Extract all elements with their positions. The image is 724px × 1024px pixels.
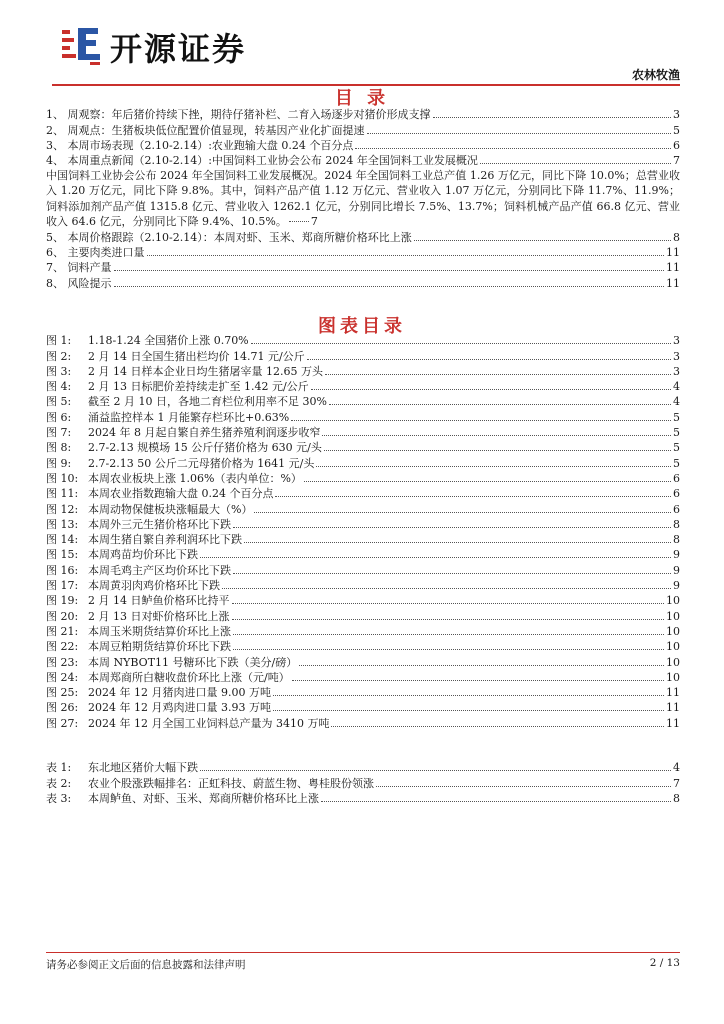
toc-entry[interactable]: 2、 周观点：生猪板块低位配置价值显现，转基因产业化扩面提速 5 [46, 123, 680, 137]
toc-entry[interactable]: 6、 主要肉类进口量 11 [46, 245, 680, 259]
table-entry[interactable]: 表 3: 本周鲈鱼、对虾、玉米、郑商所糖价格环比上涨 8 [46, 791, 680, 805]
toc-entry[interactable]: 8、 风险提示 11 [46, 276, 680, 290]
page-header [52, 18, 680, 80]
figure-entry[interactable]: 图 15: 本周鸡苗均价环比下跌 9 [46, 548, 680, 562]
figure-entry[interactable]: 图 27: 2024 年 12 月全国工业饲料总产量为 3410 万吨 11 [46, 716, 680, 730]
figure-entry[interactable]: 图 22: 本周豆粕期货结算价环比下跌 10 [46, 640, 680, 654]
toc-list [46, 107, 680, 291]
figure-entry[interactable]: 图 2: 2 月 14 日全国生猪出栏均价 14.71 元/公斤 3 [46, 349, 680, 363]
table-list [46, 760, 680, 806]
figure-entry[interactable]: 图 23: 本周 NYBOT11 号糖环比下跌（美分/磅） 10 [46, 655, 680, 669]
toc-entry[interactable]: 7、 饲料产量 11 [46, 261, 680, 275]
figure-entry[interactable]: 图 1: 1.18-1.24 全国猪价上涨 0.70% 3 [46, 334, 680, 348]
figure-entry[interactable]: 图 25: 2024 年 12 月猪肉进口量 9.00 万吨 11 [46, 686, 680, 700]
figure-entry[interactable]: 图 21: 本周玉米期货结算价环比上涨 10 [46, 624, 680, 638]
figure-entry[interactable]: 图 10: 本周农业板块上涨 1.06%（表内单位：%） 6 [46, 471, 680, 485]
figure-entry[interactable]: 图 4: 2 月 13 日标肥价差持续走扩至 1.42 元/公斤 4 [46, 380, 680, 394]
toc-entry[interactable]: 3、 本周市场表现（2.10-2.14）:农业跑输大盘 0.24 个百分点 6 [46, 138, 680, 152]
figure-entry[interactable]: 图 7: 2024 年 8 月起自繁自养生猪养殖利润逐步收窄 5 [46, 426, 680, 440]
figure-entry[interactable]: 图 20: 2 月 13 日对虾价格环比上涨 10 [46, 609, 680, 623]
toc-entry[interactable]: 4、 本周重点新闻（2.10-2.14）:中国饲料工业协会公布 2024 年全国饲料工业发展概况 7 [46, 154, 680, 168]
section-tag: 农林牧渔 [631, 68, 680, 82]
figure-entry[interactable]: 图 14: 本周生猪自繁自养利润环比下跌 8 [46, 533, 680, 547]
figure-entry[interactable]: 图 17: 本周黄羽肉鸡价格环比下跌 9 [46, 579, 680, 593]
figure-entry[interactable]: 图 13: 本周外三元生猪价格环比下跌 8 [46, 517, 680, 531]
figure-entry[interactable]: 图 26: 2024 年 12 月鸡肉进口量 3.93 万吨 11 [46, 701, 680, 715]
toc-news-entry[interactable]: 中国饲料工业协会公布 2024 年全国饲料工业发展概况。2024 年全国饲料工业总产值 1.26 万亿元，同比下降 10.0%；总营业收入 1.20 万亿元，同比下降 9.8%。其中，饲料产品产值 1.12 万亿元、营业收入 1.07 万亿元，分别同比下降 11.7%、11.9%；饲料添加剂产品产值 1315.8 亿元、营业收入 1262.1 亿元，分别同比增长 7.5%、13.7%；饲料机械产品产值 66.8 亿元、营业收入 64.6 亿元，分别同比下降 9.4%、10.5%。 7 [46, 169, 680, 229]
figure-entry[interactable]: 图 5: 截至 2 月 10 日，各地二育栏位利用率不足 30% 4 [46, 395, 680, 409]
figure-entry[interactable]: 图 6: 涌益监控样本 1 月能繁存栏环比+0.63% 5 [46, 410, 680, 424]
figure-entry[interactable]: 图 3: 2 月 14 日样本企业日均生猪屠宰量 12.65 万头 3 [46, 364, 680, 378]
table-entry[interactable]: 表 1: 东北地区猪价大幅下跌 4 [46, 761, 680, 775]
table-entry[interactable]: 表 2: 农业个股涨跌幅排名：正虹科技、蔚蓝生物、粤桂股份领涨 7 [46, 776, 680, 790]
figure-entry[interactable]: 图 16: 本周毛鸡主产区均价环比下跌 9 [46, 563, 680, 577]
figure-index-title: 图表目录 [318, 316, 406, 337]
page-number: 2 / 13 [649, 957, 680, 969]
figure-entry[interactable]: 图 24: 本周郑商所白糖收盘价环比上涨（元/吨） 10 [46, 670, 680, 684]
legal-disclaimer: 请务必参阅正文后面的信息披露和法律声明 [46, 959, 246, 971]
figure-entry[interactable]: 图 12: 本周动物保健板块涨幅最大（%） 6 [46, 502, 680, 516]
brand-logo-icon [60, 22, 104, 66]
page-footer [46, 952, 680, 972]
figure-list [46, 333, 680, 731]
figure-entry[interactable]: 图 8: 2.7-2.13 规模场 15 公斤仔猪价格为 630 元/头 5 [46, 441, 680, 455]
toc-entry[interactable]: 5、 本周价格跟踪（2.10-2.14）：本周对虾、玉米、郑商所糖价格环比上涨 8 [46, 230, 680, 244]
toc-title: 目 录 [334, 88, 390, 109]
figure-entry[interactable]: 图 9: 2.7-2.13 50 公斤二元母猪价格为 1641 元/头 5 [46, 456, 680, 470]
brand-name: 开源证券 [110, 30, 247, 68]
toc-entry[interactable]: 1、 周观察：年后猪价持续下挫，期待仔猪补栏、二育入场逐步对猪价形成支撑 3 [46, 108, 680, 122]
figure-entry[interactable]: 图 19: 2 月 14 日鲈鱼价格环比持平 10 [46, 594, 680, 608]
figure-entry[interactable]: 图 11: 本周农业指数跑输大盘 0.24 个百分点 6 [46, 487, 680, 501]
